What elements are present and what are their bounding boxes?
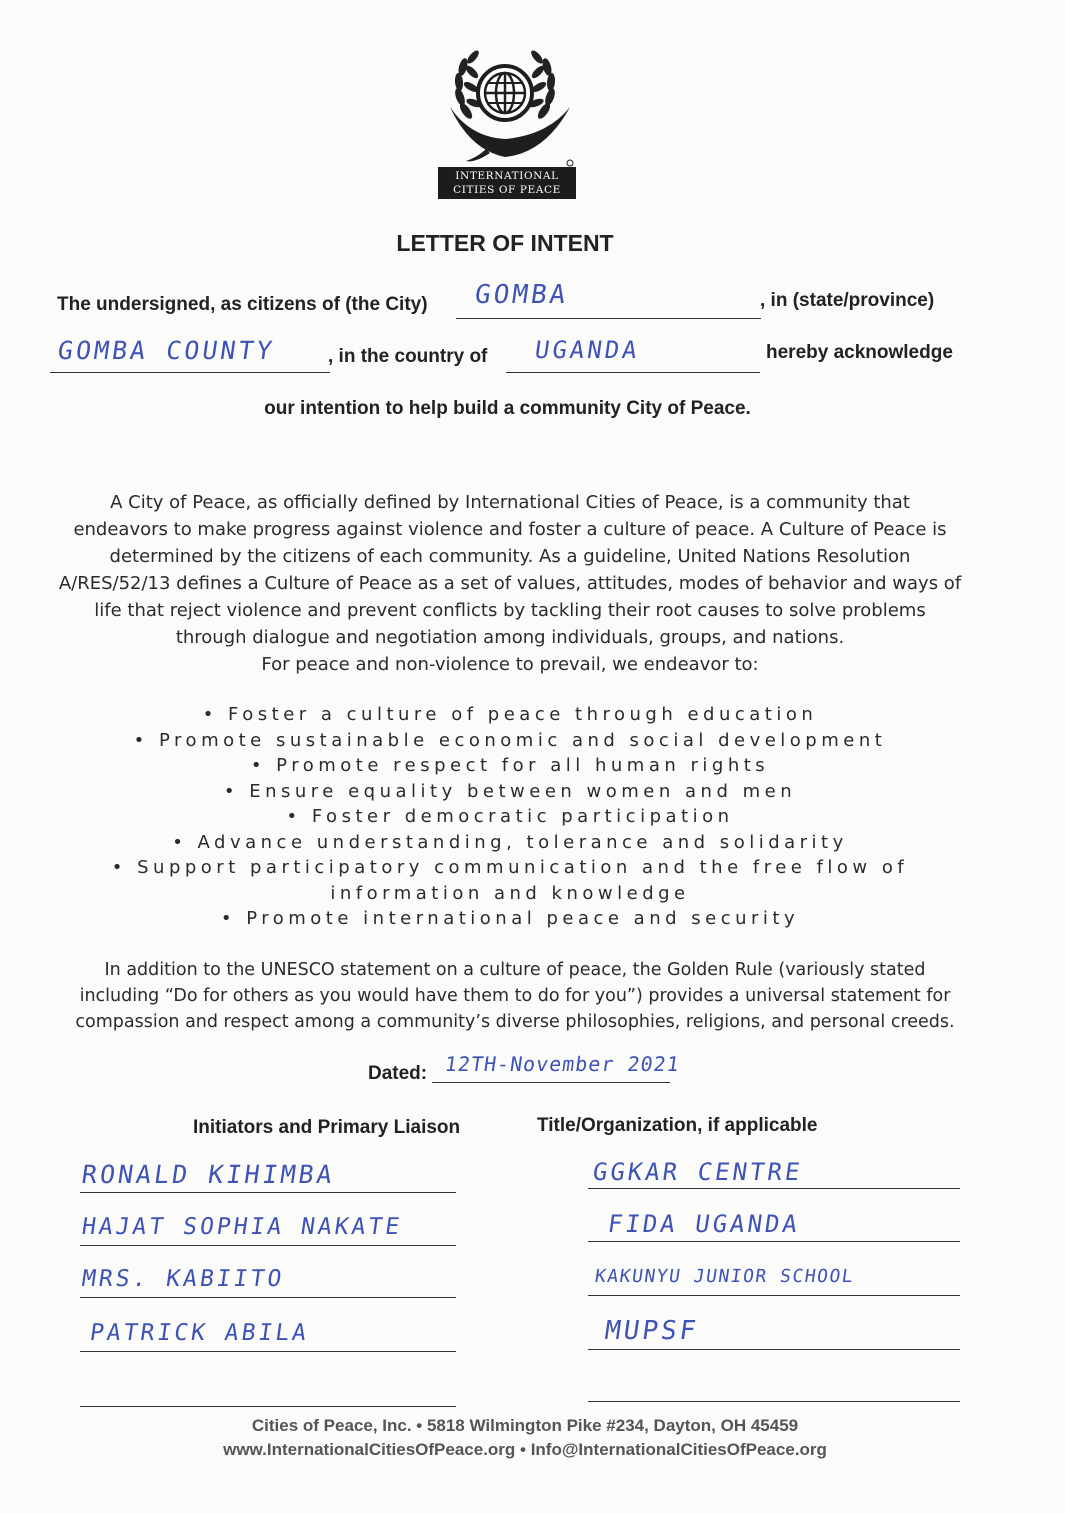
signatory-org: GGKAR CENTRE [591,1158,805,1186]
definition-line: through dialogue and negotiation among individuals, groups, and nations. [175,627,845,648]
commitment-item: • Foster a culture of peace through education [202,704,818,725]
signatory-name: MRS. KABIITO [80,1266,286,1292]
name-line [80,1351,456,1352]
definition-line: endeavors to make progress against violence and foster a culture of peace. A Culture of Peace is [73,519,947,540]
definition-line: determined by the citizens of each community. As a guideline, United Nations Resolution [109,546,911,567]
logo-plate-line1: INTERNATIONAL [455,170,559,182]
country-value: UGANDA [533,336,642,364]
golden-rule-paragraph [50,957,980,1035]
commitment-item: • Promote sustainable economic and social development [133,729,887,751]
logo-plate-line2: CITIES OF PEACE [453,184,561,196]
initiators-header: Initiators and Primary Liaison [193,1117,461,1138]
footer-address: Cities of Peace, Inc. • 5818 Wilmington Pike #234, Dayton, OH 45459 [251,1416,799,1435]
dated-label: Dated: [368,1063,428,1084]
org-line [588,1188,960,1189]
definition-line: A/RES/52/13 defines a Culture of Peace as a set of values, attitudes, modes of behavior and ways of [58,573,962,594]
signatory-name: PATRICK ABILA [88,1320,311,1346]
definition-line: A City of Peace, as officially defined by International Cities of Peace, is a community that [110,492,910,513]
acknowledge-label: hereby acknowledge [766,342,953,363]
org-line [588,1401,960,1402]
name-line [80,1245,456,1246]
commitment-item: • Promote international peace and security [220,908,800,929]
footer [0,1414,1050,1462]
document-title: LETTER OF INTENT [396,230,614,256]
country-label: , in the country of [328,346,488,367]
golden-rule-line: compassion and respect among a community’s diverse philosophies, religions, and personal creeds. [75,1012,955,1032]
organization-header: Title/Organization, if applicable [537,1115,818,1136]
footer-contact: www.InternationalCitiesOfPeace.org • Info@InternationalCitiesOfPeace.org [223,1440,827,1459]
city-value: GOMBA [472,280,571,310]
organization-logo [430,45,580,200]
name-line [80,1192,456,1193]
signatory-name: HAJAT SOPHIA NAKATE [80,1214,404,1240]
name-line [80,1297,456,1298]
org-line [588,1295,960,1296]
commitment-item: • Advance understanding, tolerance and solidarity [172,831,848,853]
dated-value: 12TH-November 2021 [443,1052,682,1076]
commitment-item: • Ensure equality between women and men [223,780,797,802]
commitment-item: • Foster democratic participation [286,806,734,827]
definition-line: life that reject violence and prevent conflicts by tackling their root causes to solve problems [94,600,926,621]
commitment-item: • Promote respect for all human rights [250,755,770,776]
signatory-name: RONALD KIHIMBA [79,1160,337,1189]
golden-rule-line: including “Do for others as you would have them to do for you”) provides a universal statement for [79,986,951,1006]
state-label: , in (state/province) [760,290,935,311]
definition-paragraph [30,489,990,678]
org-line [588,1349,960,1350]
state-value: GOMBA COUNTY [55,336,277,365]
intent-prefix: The undersigned, as citizens of (the City) [57,294,428,315]
definition-line: For peace and non-violence to prevail, we endeavor to: [261,654,759,675]
signatory-org: KAKUNYU JUNIOR SCHOOL [593,1266,856,1287]
intent-closing: our intention to help build a community City of Peace. [264,398,751,419]
signatory-org: FIDA UGANDA [606,1210,802,1238]
commitments-list [80,702,940,932]
commitment-item: • Support participatory communication and the free flow of [111,857,909,878]
signatory-org: MUPSF [602,1316,701,1346]
golden-rule-line: In addition to the UNESCO statement on a culture of peace, the Golden Rule (variously stated [104,960,926,980]
globe-dove-laurel-icon [430,45,580,175]
commitment-item-continuation: information and knowledge [330,882,690,904]
logo-plate [438,167,576,199]
org-line [588,1241,960,1242]
name-line [80,1406,456,1407]
